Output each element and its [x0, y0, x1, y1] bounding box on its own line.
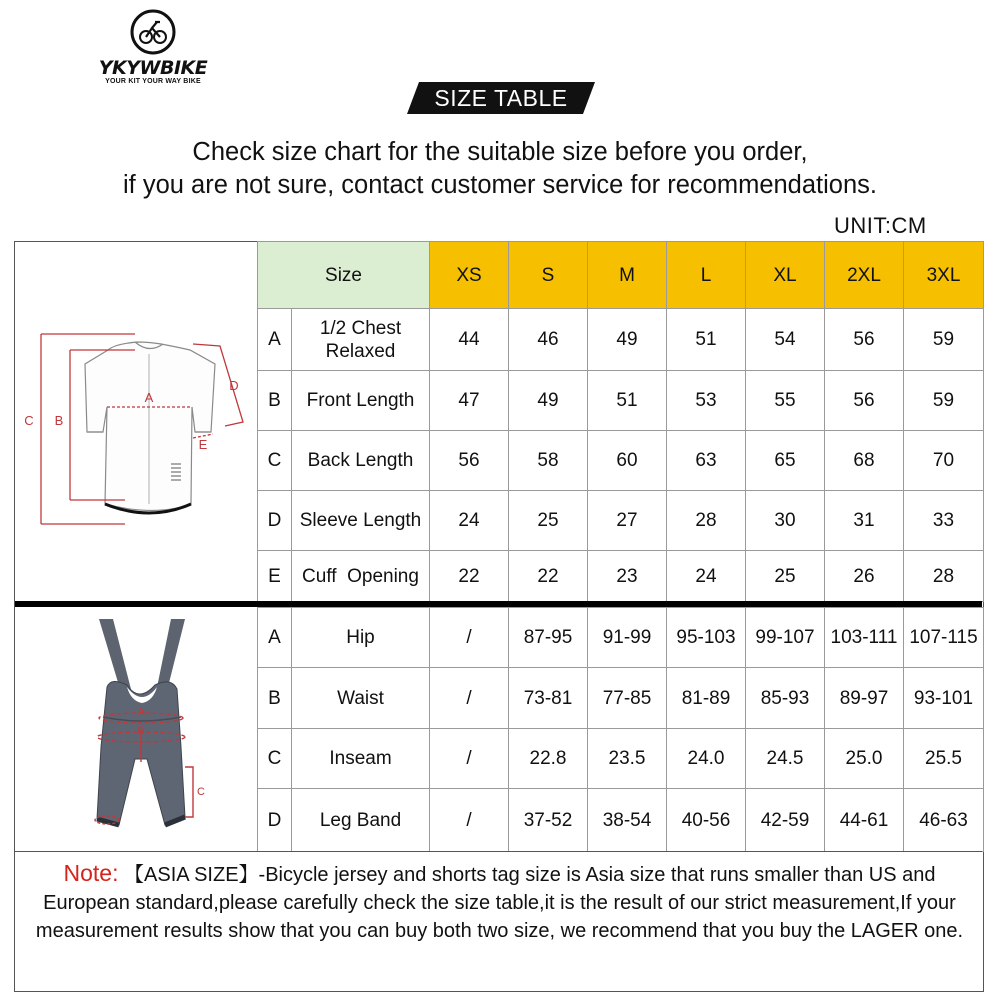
jersey-letter-e: E [198, 437, 208, 452]
bib-letter-a: A [137, 706, 145, 718]
cell: 23 [588, 551, 667, 602]
bib-letter-b: B [137, 725, 145, 737]
row-label: Hip [292, 608, 430, 668]
cell: 51 [588, 371, 667, 431]
note-label: Note: [63, 860, 119, 886]
cell: 22 [430, 551, 509, 602]
row-letter: D [258, 789, 292, 852]
size-header-3xl: 3XL [904, 242, 984, 309]
cell: / [430, 729, 509, 789]
cell: 27 [588, 491, 667, 551]
brand-logo [78, 8, 228, 83]
row-letter: A [258, 309, 292, 371]
intro-text [0, 136, 1000, 202]
cell: 73-81 [509, 668, 588, 729]
cell: 24.0 [667, 729, 746, 789]
cell: 59 [904, 371, 984, 431]
cell: 59 [904, 309, 984, 371]
cell: 65 [746, 431, 825, 491]
unit-label: UNIT:CM [834, 213, 927, 238]
note-text: 【ASIA SIZE】-Bicycle jersey and shorts tag size is Asia size that runs smaller than US and European standard,please carefully check the size table,it is the result of our strict measurement,If your measurement results show that you can buy both two size, we recommend that you buy the LAGER one. [35, 864, 964, 942]
cell: 49 [588, 309, 667, 371]
row-label: Waist [292, 668, 430, 729]
cell: / [430, 789, 509, 852]
size-header-m: M [588, 242, 667, 309]
jersey-size-table [257, 241, 984, 602]
jersey-letter-c: C [24, 413, 34, 428]
row-letter: A [258, 608, 292, 668]
cell: 103-111 [825, 608, 904, 668]
row-label: Inseam [292, 729, 430, 789]
row-label: Cuff Opening [292, 551, 430, 602]
cell: 51 [667, 309, 746, 371]
intro-line-1: Check size chart for the suitable size before you order, [192, 138, 808, 166]
cell: 70 [904, 431, 984, 491]
jersey-row-sleeve-length [258, 491, 984, 551]
cell: 99-107 [746, 608, 825, 668]
cell: 30 [746, 491, 825, 551]
jersey-row-chest [258, 309, 984, 371]
row-label: 1/2 Chest Relaxed [292, 309, 430, 371]
cell: 40-56 [667, 789, 746, 852]
cell: 56 [825, 371, 904, 431]
size-header-2xl: 2XL [825, 242, 904, 309]
cell: 23.5 [588, 729, 667, 789]
cell: 28 [904, 551, 984, 602]
cell: 24 [430, 491, 509, 551]
cell: 60 [588, 431, 667, 491]
cell: 47 [430, 371, 509, 431]
banner-title: SIZE TABLE [434, 85, 568, 111]
size-table-banner [407, 82, 595, 114]
row-letter: C [258, 729, 292, 789]
size-header-label: Size [258, 242, 430, 309]
cell: 25 [746, 551, 825, 602]
brand-tagline: YOUR KIT YOUR WAY BIKE [105, 78, 201, 85]
cell: 93-101 [904, 668, 984, 729]
cell: 24 [667, 551, 746, 602]
cell: 63 [667, 431, 746, 491]
row-label: Back Length [292, 431, 430, 491]
row-label: Sleeve Length [292, 491, 430, 551]
cell: 33 [904, 491, 984, 551]
cell: 54 [746, 309, 825, 371]
bicycle-rider-logo-icon [129, 8, 177, 56]
cell: 22.8 [509, 729, 588, 789]
jersey-illustration [15, 242, 258, 601]
size-header-row [258, 242, 984, 309]
row-label: Leg Band [292, 789, 430, 852]
jersey-letter-a: A [144, 390, 154, 405]
cell: 95-103 [667, 608, 746, 668]
cell: 87-95 [509, 608, 588, 668]
cell: 81-89 [667, 668, 746, 729]
bib-shorts-diagram-icon [15, 607, 258, 851]
cell: 25.0 [825, 729, 904, 789]
bib-letter-c: C [197, 786, 205, 798]
bib-shorts-illustration [15, 607, 258, 851]
cell: / [430, 608, 509, 668]
jersey-row-front-length [258, 371, 984, 431]
cell: 89-97 [825, 668, 904, 729]
row-letter: D [258, 491, 292, 551]
row-letter: E [258, 551, 292, 602]
cell: 42-59 [746, 789, 825, 852]
bib-row-waist [258, 668, 984, 729]
cell: 44-61 [825, 789, 904, 852]
cell: 56 [825, 309, 904, 371]
cell: 25 [509, 491, 588, 551]
row-letter: C [258, 431, 292, 491]
cell: 55 [746, 371, 825, 431]
cycling-jersey-diagram-icon [15, 242, 258, 601]
size-header-l: L [667, 242, 746, 309]
cell: 107-115 [904, 608, 984, 668]
cell: 77-85 [588, 668, 667, 729]
bib-row-inseam [258, 729, 984, 789]
bib-row-leg-band [258, 789, 984, 852]
jersey-letter-b: B [54, 413, 64, 428]
cell: 37-52 [509, 789, 588, 852]
row-letter: B [258, 668, 292, 729]
cell: 91-99 [588, 608, 667, 668]
cell: / [430, 668, 509, 729]
row-letter: B [258, 371, 292, 431]
cell: 53 [667, 371, 746, 431]
row-label: Front Length [292, 371, 430, 431]
cell: 24.5 [746, 729, 825, 789]
size-chart [14, 241, 984, 992]
cell: 46 [509, 309, 588, 371]
cell: 49 [509, 371, 588, 431]
size-header-xl: XL [746, 242, 825, 309]
cell: 46-63 [904, 789, 984, 852]
size-header-xs: XS [430, 242, 509, 309]
brand-name: YKYWBIKE [98, 57, 208, 79]
cell: 56 [430, 431, 509, 491]
cell: 22 [509, 551, 588, 602]
intro-line-2: if you are not sure, contact customer service for recommendations. [123, 171, 877, 199]
cell: 25.5 [904, 729, 984, 789]
cell: 26 [825, 551, 904, 602]
asia-size-note [15, 851, 982, 945]
cell: 38-54 [588, 789, 667, 852]
cell: 28 [667, 491, 746, 551]
cell: 68 [825, 431, 904, 491]
jersey-row-back-length [258, 431, 984, 491]
size-header-s: S [509, 242, 588, 309]
cell: 44 [430, 309, 509, 371]
bib-size-table [257, 607, 984, 852]
jersey-row-cuff-opening [258, 551, 984, 602]
cell: 58 [509, 431, 588, 491]
cell: 31 [825, 491, 904, 551]
cell: 85-93 [746, 668, 825, 729]
jersey-letter-d: D [229, 378, 239, 393]
bib-row-hip [258, 608, 984, 668]
